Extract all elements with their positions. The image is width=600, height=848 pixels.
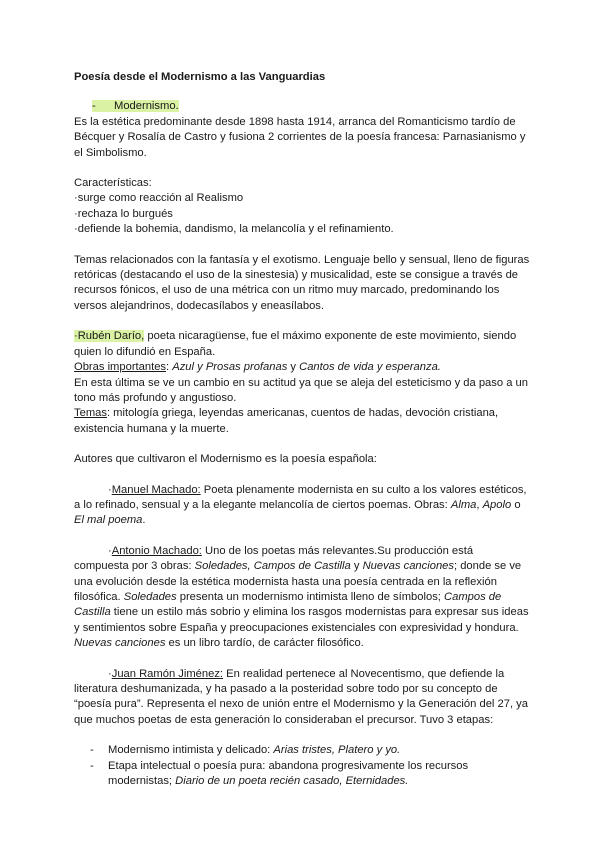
list-item [74,743,530,758]
dario-work-1: Azul y Prosas profanas [172,361,288,374]
dario-themes-label: Temas [74,407,107,420]
dario-change: En esta última se ve un cambio en su actitud ya que se aleja del esteticismo y da paso a un tono más profundo y angustioso. [74,376,528,404]
dario-paragraph [74,329,530,360]
themes-paragraph: Temas relacionados con la fantasía y el exotismo. Lenguaje bello y sensual, lleno de figuras retóricas (destacando el uso de la sinestesia) y musicalidad, este se consigue a través de recursos fónicos, el uso de una métrica con un ritmo muy marcado, predominando los versos alejandrinos, dodecasílabos y eneasílabos. [74,253,530,312]
feature-item: ·rechaza lo burgués [74,207,173,220]
antonio-work: Nuevas canciones [362,560,454,573]
dario-themes [74,406,530,437]
antonio-work: Nuevas canciones [74,637,166,650]
list-item [74,759,530,790]
dario-and: y [287,361,300,374]
stage-works: Diario de un poeta recién casado, Eternidades. [175,775,409,788]
section-dash: - [92,100,96,113]
dario-name: ·Rubén Darío, [74,330,145,343]
stage-works: Arias tristes, Platero y yo. [273,744,401,757]
antonio-text: es un libro tardío, de carácter filosófico. [165,637,364,650]
intro-paragraph: Es la estética predominante desde 1898 hasta 1914, arranca del Romanticismo tardío de Bécquer y Rosalía de Castro y fusiona 2 corrientes de la poesía francesa: Parnasianismo y el Simbolismo. [74,115,526,159]
dario-desc: poeta nicaragüense, fue el máximo exponente de este movimiento, siendo quien lo difundió en España. [74,330,517,358]
manuel-work: Apolo [482,498,512,511]
dario-works [74,360,530,375]
antonio-text: Uno de los poetas más relevantes.Su producción está compuesta por 3 obras: [74,544,474,573]
dario-works-colon: : [166,361,173,374]
antonio-name: Antonio Machado: [111,544,202,557]
antonio-work: Soledades [123,590,177,603]
antonio-work: Soledades, Campos de Castilla [194,560,351,573]
separator: o [511,498,521,511]
feature-item: ·defiende la bohemia, dandismo, la melancolía y el refinamiento. [74,223,394,236]
juan-paragraph [74,667,530,729]
dario-themes-text: : mitología griega, leyendas americanas, cuentos de hadas, devoción cristiana, existencia humana y la muerte. [74,407,499,435]
antonio-text: tiene un estilo más sobrio y elimina los rasgos modernistas para expresar sus ideas y sentimientos sobre España y preocupaciones existenciales con expresividad y hondura. [74,606,529,634]
juan-name: Juan Ramón Jiménez: [111,667,224,680]
manuel-text: Poeta plenamente modernista en su culto a los valores estéticos, a lo refinado, sensual y a la elegante melancolía de ciertos poemas. Obras: [74,483,527,511]
document-title: Poesía desde el Modernismo a las Vanguardias [74,71,326,83]
features-heading: Características: [74,177,152,190]
manuel-paragraph [74,483,530,529]
authors-intro: Autores que cultivaron el Modernismo es la poesía española: [74,453,377,466]
period: . [142,514,146,527]
dario-work-2: Cantos de vida y esperanza. [299,361,441,374]
antonio-text: y [350,560,363,573]
manuel-work: Alma [450,498,477,511]
stages-list [74,743,530,789]
antonio-work: Campos de Castilla [74,590,502,619]
manuel-name: Manuel Machado: [111,483,201,496]
dario-works-label: Obras importantes [74,361,167,374]
feature-item: ·surge como reacción al Realismo [74,192,244,205]
bullet-dot: · [108,544,112,557]
section-heading-highlight [92,100,179,112]
section-heading [74,99,530,114]
manuel-work: El mal poema [74,514,143,527]
section-label: Modernismo. [114,100,179,113]
bullet-dot: · [108,667,112,680]
juan-text: En realidad pertenece al Novecentismo, que defiende la literatura deshumanizada, y ha pasado a la posteridad sobre todo por su concepto de “poesía pura”. Representa el nexo de unión entre el Modernismo y la Generación del 27, ya que muchos poetas de esta generación lo consideraban el precursor. Tuvo 3 etapas: [74,667,528,726]
stage-text: Etapa intelectual o poesía pura: abandona progresivamente los recursos modernistas; [108,759,469,788]
antonio-paragraph [74,544,530,652]
bullet-dot: · [108,483,112,496]
antonio-text: ; donde se ve una evolución desde la estética modernista hasta una poesía centrada en la reflexión filosófica. [74,560,522,603]
stage-text: Modernismo intimista y delicado: [108,744,274,757]
separator: , [476,498,483,511]
antonio-text: presenta un modernismo intimista lleno de símbolos; [176,590,445,603]
